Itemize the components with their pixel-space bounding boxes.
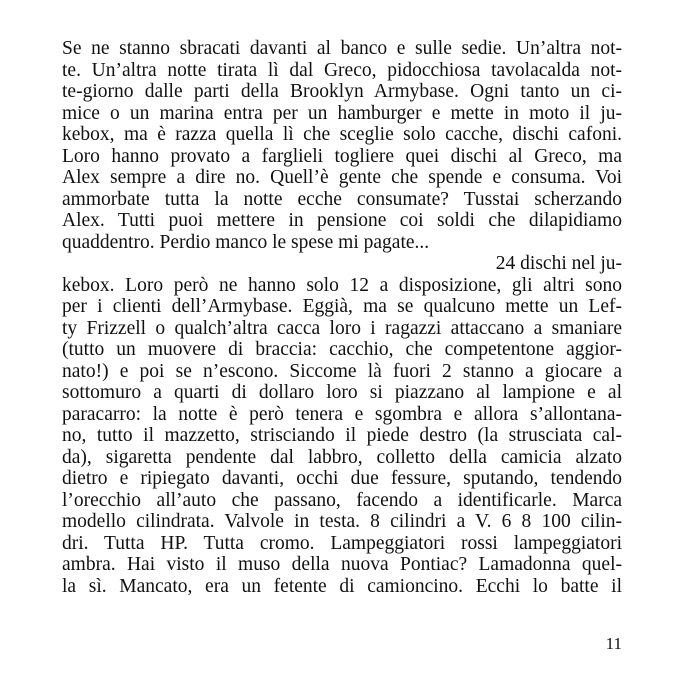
text-line: quaddentro. Perdio manco le spese mi pagate...	[62, 231, 430, 253]
text-line: nato!) e poi se n’escono. Siccome là fuori 2 stanno a giocare a	[62, 360, 622, 382]
text-line: Loro hanno provato a farglieli togliere quei dischi al Greco, ma	[62, 145, 622, 167]
paragraph-start-line: 24 dischi nel ju-	[495, 253, 622, 274]
text-line: te. Un’altra notte tirata lì dal Greco, pidocchiosa tavolacalda not-	[62, 59, 622, 81]
text-line: Alex sempre a dire no. Quell’è gente che spende e consuma. Voi	[62, 167, 622, 188]
text-line: modello cilindrata. Valvole in testa. 8 cilindri a V. 6 8 100 cilin-	[62, 511, 622, 532]
text-line: la sì. Mancato, era un fetente di camioncino. Ecchi lo batte il	[62, 575, 622, 597]
text-line: ammorbate tutta la notte ecche consumate? Tusstai scherzando	[62, 188, 622, 210]
page-number: 11	[605, 634, 622, 653]
text-line: Se ne stanno sbracati davanti al banco e sulle sedie. Un’altra not-	[62, 38, 622, 59]
text-line: ambra. Hai visto il muso della nuova Pontiac? Lamadonna quel-	[62, 554, 622, 575]
text-line: no, tutto il mazzetto, strisciando il piede destro (la strusciata cal-	[62, 425, 622, 446]
text-line: per i clienti dell’Armybase. Eggià, ma se qualcuno mette un Lef-	[62, 296, 622, 317]
text-line: mice o un marina entra per un hamburger e mette in moto il ju-	[62, 102, 622, 124]
body-text	[62, 38, 622, 597]
text-line: l’orecchio all’auto che passano, facendo a identificarle. Marca	[62, 489, 622, 511]
text-line: (tutto un muovere di braccia: cacchio, che competentone aggior-	[62, 339, 622, 360]
text-line: paracarro: la notte è però tenera e sgombra e allora s’allontana-	[62, 403, 622, 425]
text-line: ty Frizzell o qualch’altra cacca loro i ragazzi attaccano a smaniare	[62, 317, 622, 339]
text-line: dietro e ripiegato davanti, occhi due fessure, sputando, tendendo	[62, 468, 622, 489]
text-line: da), sigaretta pendente dal labbro, colletto della camicia alzato	[62, 446, 622, 468]
text-line: Alex. Tutti puoi mettere in pensione coi soldi che dilapidiamo	[62, 210, 622, 231]
text-line: kebox, ma è razza quella lì che sceglie solo cacche, dischi cafoni.	[62, 124, 622, 145]
text-line: te-giorno dalle parti della Brooklyn Armybase. Ogni tanto un ci-	[62, 81, 622, 102]
text-line: sottomuro a quarti di dollaro loro si piazzano al lampione e al	[62, 382, 622, 403]
text-line: kebox. Loro però ne hanno solo 12 a disposizione, gli altri sono	[62, 274, 622, 296]
text-line: dri. Tutta HP. Tutta cromo. Lampeggiatori rossi lampeggiatori	[62, 532, 622, 554]
